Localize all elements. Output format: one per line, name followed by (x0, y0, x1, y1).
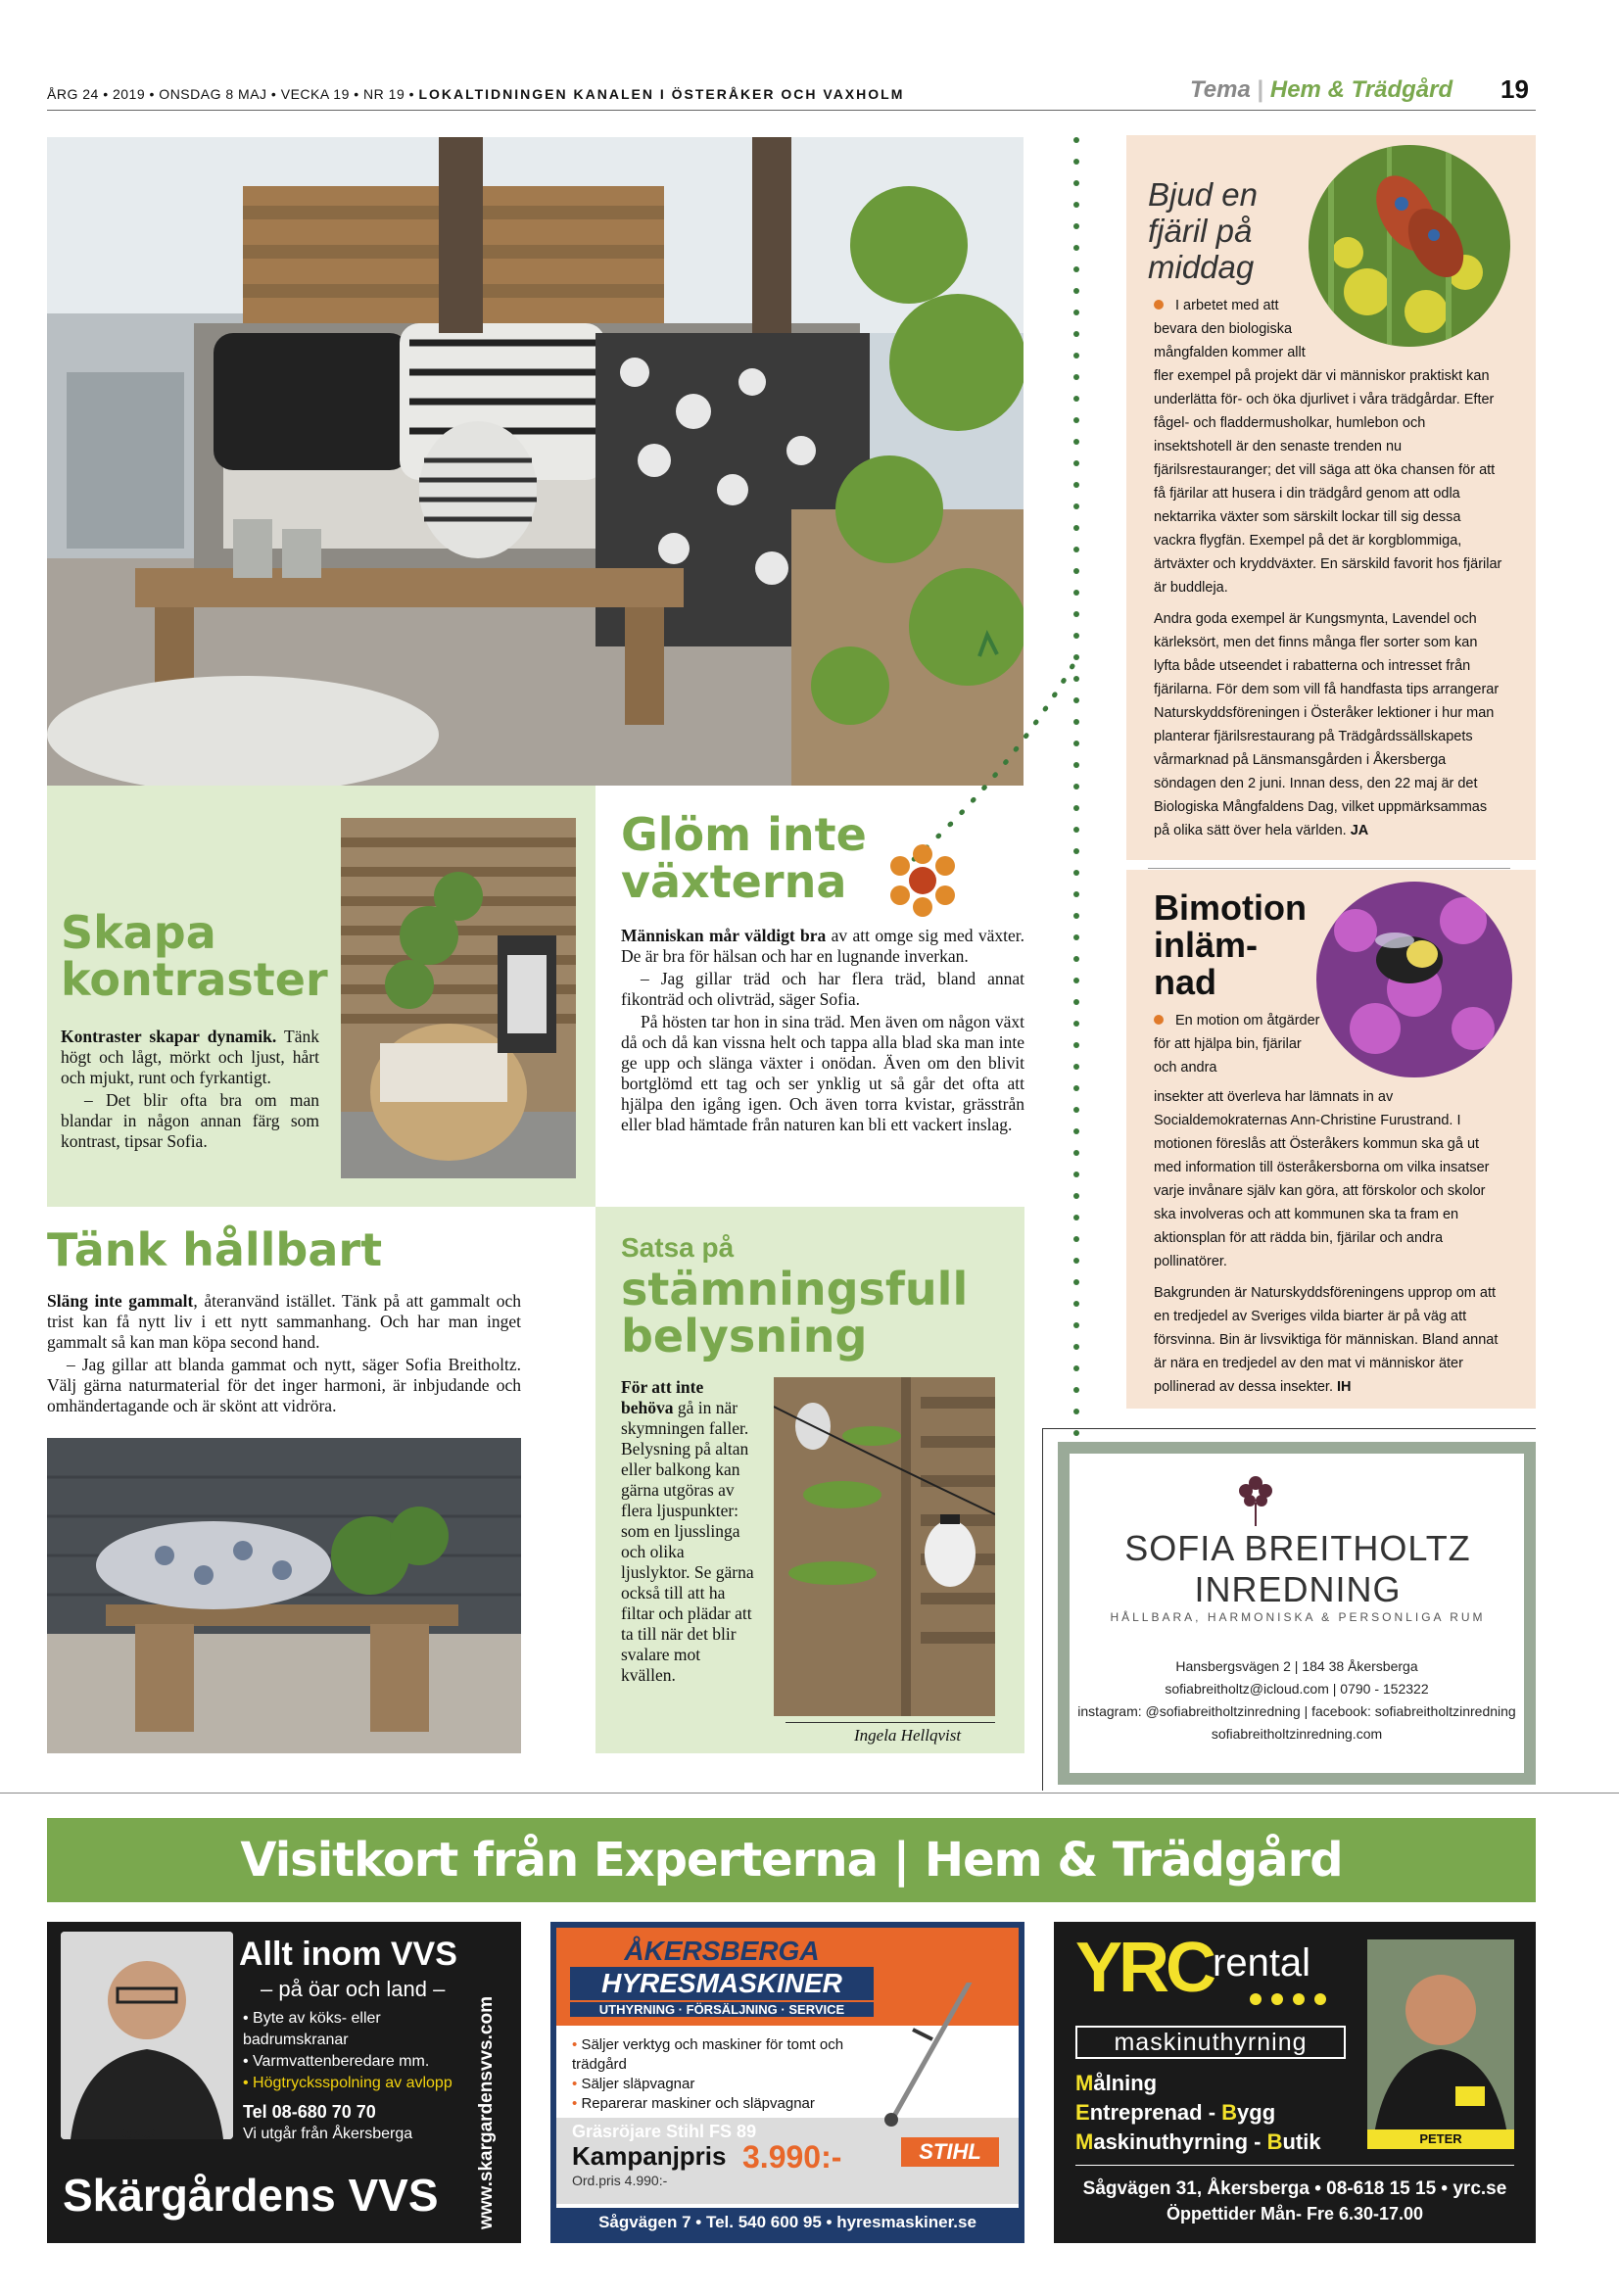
trimmer-icon (874, 1941, 1011, 2128)
hyres-strip: UTHYRNING · FÖRSÄLJNING · SERVICE (570, 2002, 874, 2017)
yrc-rental: rental (1213, 1941, 1311, 1985)
basket-photo (341, 818, 576, 1178)
yrc-person: PETER (1367, 2129, 1514, 2149)
header-rule (47, 110, 1536, 111)
bench-photo (47, 1438, 521, 1753)
yrc-ad[interactable] (1054, 1922, 1536, 2243)
skapa-lead: Kontraster skapar dynamik. (61, 1027, 277, 1046)
sofia-contact (1077, 1655, 1516, 1746)
belysning-heading: stämningsfull belysning (621, 1263, 969, 1363)
sofia-social[interactable]: instagram: @sofiabreitholtzinredning | facebook: sofiabreitholtzinredning (1077, 1703, 1516, 1719)
flower-icon (886, 844, 959, 917)
yrc-services: Målning Entreprenad - Bygg Maskinuthyrning - Butik (1075, 2071, 1321, 2154)
fjaril-text: fler exempel på projekt där vi människor praktiskt kan underlätta för- och öka djurlivet i våra trädgårdar. Efter fågel- och fladdermusholkar, humlebon och insektshotell är den senaste trenden nu fjärilsrestauranger; det vill säga att öka chansen för att få fjärilar att husera i din trädgård genom att odla nektarrika växter som särskilt lockar till sig dessa vackra flygfän. Exempel på det är korgblommiga, ärtväxter och kryddväxter. En särskild favorit hos fjärilar är buddleja. Andra goda exempel är Kungsmynta, Lavendel och kärleksört, men det finns många fler sorter som kan lyfta både utseendet i rabatterna och intresset från fjärilarna. För dem som vill få handfasta tips arrangerar Naturskyddsföreningen i Österåker lektioner i hur man planterar fjärilsrestaurang på Trädgårdssällskapets vårmarknad på Länsmansgården i Åkersberga söndagen den 2 juni. Innan dess, den 22 maj är det Biologiska Mångfaldens Dag, vilket uppmärksammas på olika sätt över hela världen. JA (1154, 368, 1502, 838)
bimotion-signature: IH (1337, 1379, 1352, 1395)
yrc-sub: maskinuthyrning (1075, 2026, 1346, 2059)
hyres-price: 3.990:- (742, 2139, 842, 2175)
vvs-phone[interactable]: Tel 08-680 70 70 (243, 2102, 376, 2122)
issue-info: ÅRG 24 • 2019 • ONSDAG 8 MAJ • VECKA 19 • NR 19 • (47, 86, 415, 102)
paper-name: LOKALTIDNINGEN KANALEN I ÖSTERÅKER OCH VAXHOLM (418, 86, 905, 102)
bimotion-heading: Bimotion inläm- nad (1154, 887, 1307, 1002)
glom-text: Människan mår väldigt bra av att omge sig med växter. De är bra för hälsan och har en lugnande inverkan. – Jag gillar träd och har flera träd, bland annat fikonträd och olivträd, säger Sofia. På hösten tar hon in sina träd. Men även om någon växt då och då kan vissna helt och tappa alla blad ska man inte ge upp och slänga växter i onödan. Även om den blivit bortglömd ett tag och ser ynklig ut så går det ofta att hjälpa den igång igen. Och även torra kvistar, grässtrån eller blad hämtade från naturen kan bli ett vackert inslag. (621, 926, 1024, 1134)
skapa-text: Kontraster skapar dynamik. Tänk högt och lågt, mörkt och ljust, hårt och mjukt, runt och fyrkantigt. – Det blir ofta bra om man blandar in någon annan färg som kontrast, tipsar Sofia. (61, 1027, 319, 1151)
theme-label: Tema (1190, 76, 1251, 103)
sofia-email[interactable]: sofiabreitholtz@icloud.com | 0790 - 152322 (1165, 1681, 1429, 1697)
yrc-logo: YRC (1075, 1929, 1214, 2007)
fjaril-intro: I arbetet med att bevara den biologiska mångfalden kommer allt (1154, 298, 1306, 360)
hallbart-heading: Tänk hållbart (47, 1223, 383, 1276)
experts-banner: Visitkort från Experterna | Hem & Trädgård (47, 1818, 1536, 1902)
hyres-name-2: HYRESMASKINER (570, 1967, 874, 2000)
hallbart-text: Släng inte gammalt, återanvänd istället. Tänk på att gammalt och trist kan få nytt liv i ett nytt sammanhang. Och har man inget gammalt så kan man köpa second hand. – Jag gillar att blanda gammat och nytt, säger Sofia Breitholtz. Välj gärna naturmaterial för det inger harmoni, är inbjudande och omhändertagande och är skönt att vidröra. (47, 1291, 521, 1415)
peter-photo (1367, 1939, 1514, 2149)
theme-title: Hem & Trädgård (1269, 76, 1453, 103)
daniel-photo (61, 1932, 233, 2139)
hyres-product: Gräsröjare Stihl FS 89 (572, 2122, 757, 2141)
bimotion-text: insekter att överleva har lämnats in av Socialdemokraternas Ann-Christine Furustrand. I motionen föreslås att Österåkers kommun ska gå ut med information till österåkersborna om vilka insatser varje invånare själv kan göra, att förskolor och skolor ska involveras och att kommunen ska ta fram en aktionsplan för att rädda bin, fjärilar och andra pollinatörer. Bakgrunden är Naturskyddsföreningens upprop om att en tredjedel av Sveriges vilda biarter är på väg att försvinna. Bin är livsviktiga för människan. Bland annat är nära en tredjedel av den mat vi människor äter pollinerad av dessa insekter. IH (1154, 1089, 1499, 1395)
belysning-kicker: Satsa på (621, 1232, 735, 1263)
yrc-dots (1250, 1992, 1348, 2006)
hyres-ad[interactable] (550, 1922, 1024, 2243)
lamp-photo (774, 1377, 995, 1716)
vvs-logo: Skärgårdens VVS (63, 2170, 439, 2221)
theme-header: Tema | Hem & Trädgård (1190, 76, 1453, 103)
fjaril-signature: JA (1350, 823, 1369, 838)
hyres-footer: Sågvägen 7 • Tel. 540 600 95 • hyresmaskiner.se (598, 2213, 976, 2231)
stihl-logo: STIHL (901, 2137, 999, 2167)
fjaril-heading: Bjud en fjäril på middag (1148, 176, 1258, 285)
sofia-address: Hansbergsvägen 2 | 184 38 Åkersberga (1175, 1658, 1418, 1674)
bee-photo (1316, 882, 1512, 1077)
hyres-services: • Säljer verktyg och maskiner för tomt och trädgård • Säljer släpvagnar • Reparerar maskiner och släpvagnar (572, 2036, 844, 2112)
vvs-url[interactable]: www.skargardensvvs.com (476, 1996, 497, 2229)
belysning-lead: För att inte behöva (621, 1377, 704, 1417)
glom-heading: Glöm inte växterna (621, 808, 867, 909)
dotted-arrow (881, 627, 1077, 882)
vvs-person: Daniel (116, 2126, 155, 2141)
bullet-icon (1154, 300, 1164, 310)
vvs-subtitle: – på öar och land – (261, 1977, 446, 2001)
patio-photo (47, 137, 1024, 786)
sofia-website[interactable]: sofiabreitholtzinredning.com (1211, 1726, 1383, 1742)
bimotion-intro: En motion om åtgärder för att hjälpa bin, fjärilar och andra (1154, 1013, 1320, 1076)
hyres-ordpris: Ord.pris 4.990:- (572, 2173, 668, 2188)
yrc-address[interactable]: Sågvägen 31, Åkersberga • 08-618 15 15 • yrc.se (1082, 2178, 1507, 2199)
flower-logo-icon (1236, 1473, 1275, 1526)
sofia-tagline: HÅLLBARA, HARMONISKA & PERSONLIGA RUM (1110, 1610, 1486, 1624)
hyres-name-1: ÅKERSBERGA (624, 1936, 820, 1966)
page-number: 19 (1500, 74, 1529, 104)
vvs-note: Vi utgår från Åkersberga (243, 2126, 413, 2142)
glom-lead: Människan mår väldigt bra (621, 926, 827, 945)
vvs-ad[interactable] (47, 1922, 521, 2243)
sofia-logo: SOFIA BREITHOLTZ INREDNING (1124, 1528, 1471, 1609)
hyres-campaign: Kampanjpris (572, 2141, 727, 2171)
byline: Ingela Hellqvist (854, 1726, 962, 1745)
skapa-heading: Skapa kontraster (61, 906, 328, 1007)
vvs-title: Allt inom VVS (239, 1936, 457, 1973)
belysning-text: För att inte behöva gå in när skymningen faller. Belysning på altan eller balkong kan gärna utgöras av flera ljuspunkter: som en ljusslinga och olika ljuslyktor. Se gärna också till att ha filtar och plädar att ta till när det blir svalare mot kvällen. (621, 1377, 754, 1685)
bullet-icon (1154, 1015, 1164, 1025)
vvs-services: • Byte av köks- eller badrumskranar • Varmvattenberedare mm. • Högtrycksspolning av avlopp (243, 2010, 452, 2091)
butterfly-photo (1309, 145, 1510, 347)
hallbart-lead: Släng inte gammalt (47, 1291, 194, 1311)
yrc-hours: Öppettider Mån- Fre 6.30-17.00 (1166, 2204, 1424, 2224)
